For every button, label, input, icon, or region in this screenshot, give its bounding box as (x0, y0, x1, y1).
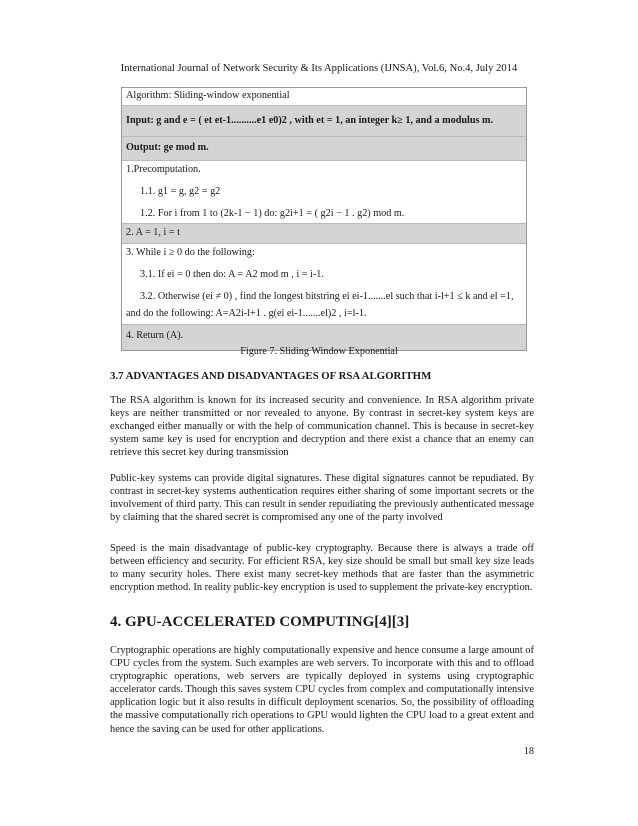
step-3-1: 3.1. If ei = 0 then do: A = A2 mod m , i = i-1. (140, 269, 324, 280)
section-3-7-heading: 3.7 ADVANTAGES AND DISADVANTAGES OF RSA ALGORITHM (110, 370, 432, 382)
page-number: 18 (523, 746, 534, 757)
step-3-label: 3. While i ≥ 0 do the following: (126, 247, 255, 258)
algorithm-box (121, 87, 527, 351)
algorithm-output: Output: ge mod m. (122, 136, 526, 160)
step-3-2-line-2: and do the following: A=A2i-l+1 . g(ei ei-1.......el)2 , i=l-1. (126, 308, 367, 319)
algorithm-title: Algorithm: Sliding-window exponential (126, 90, 290, 101)
section-3-7-paragraph-2: Public-key systems can provide digital signatures. These digital signatures cannot be repudiated. By contrast in secret-key systems authentication requires either sharing of some important secrets or the involvement of third party. This can result in sender repudiating the previously authenticated message by claiming that the shared secret is compromised any one of the party involved (110, 473, 534, 524)
step-3-2-line-1: 3.2. Otherwise (ei ≠ 0) , find the longest bitstring ei ei-1.......el such that i-l+1 ≤ k and el =1, (140, 291, 514, 302)
algorithm-step-1 (122, 160, 526, 223)
step-1-1: 1.1. g1 = g, g2 = g2 (140, 186, 221, 197)
section-4-heading: 4. GPU-ACCELERATED COMPUTING[4][3] (110, 614, 410, 630)
section-3-7-paragraph-1: The RSA algorithm is known for its increased security and convenience. In RSA algorithm private keys are neither transmitted or nor revealed to anyone. By contrast in secret-key system keys are exchanged either manually or with the help of communication channel. This is because in secret-key system same key is used for encryption and decryption and there exist a chance that an enemy can retrieve this secret key during transmission (110, 395, 534, 459)
algorithm-input: Input: g and e = ( et et-1..........e1 e0)2 , with et = 1, an integer k≥ 1, and a modulus m. (122, 105, 526, 136)
step-1-label: 1.Precomputation. (126, 164, 201, 175)
section-4-paragraph-1: Cryptographic operations are highly computationally expensive and hence consume a large amount of CPU cycles from the system. Such examples are web servers. To incorporate with this and to offload cryptographic operations, web servers are typically deployed in systems using cryptographic accelerator cards. Though this saves system CPU cycles from complex and computationally intensive application logic but it also results in difficult deployment scenarios. So, the possibility of offloading the massive computationally rich operations to GPU would lighten the CPU load to a great extent and hence the saving can be used for other applications. (110, 645, 534, 735)
section-3-7-paragraph-3: Speed is the main disadvantage of public-key cryptography. Because there is always a trade off between efficiency and security. For efficient RSA, key size should be small but small key size leads to many security holes. There exist many secret-key methods that are faster than the asymmetric encryption method. In reality public-key encryption is used to supplement the private-key encryption. (110, 543, 534, 594)
figure-caption: Figure 7. Sliding Window Exponential (240, 346, 398, 357)
algorithm-step-2: 2. A = 1, i = t (122, 223, 526, 243)
step-1-2: 1.2. For i from 1 to (2k-1 − 1) do: g2i+1 = ( g2i − 1 . g2) mod m. (140, 208, 405, 219)
algorithm-step-3 (122, 243, 526, 324)
running-header: International Journal of Network Security & Its Applications (IJNSA), Vol.6, No.4, July 2014 (120, 63, 518, 74)
algorithm-step-4: 4. Return (A). (122, 324, 526, 350)
